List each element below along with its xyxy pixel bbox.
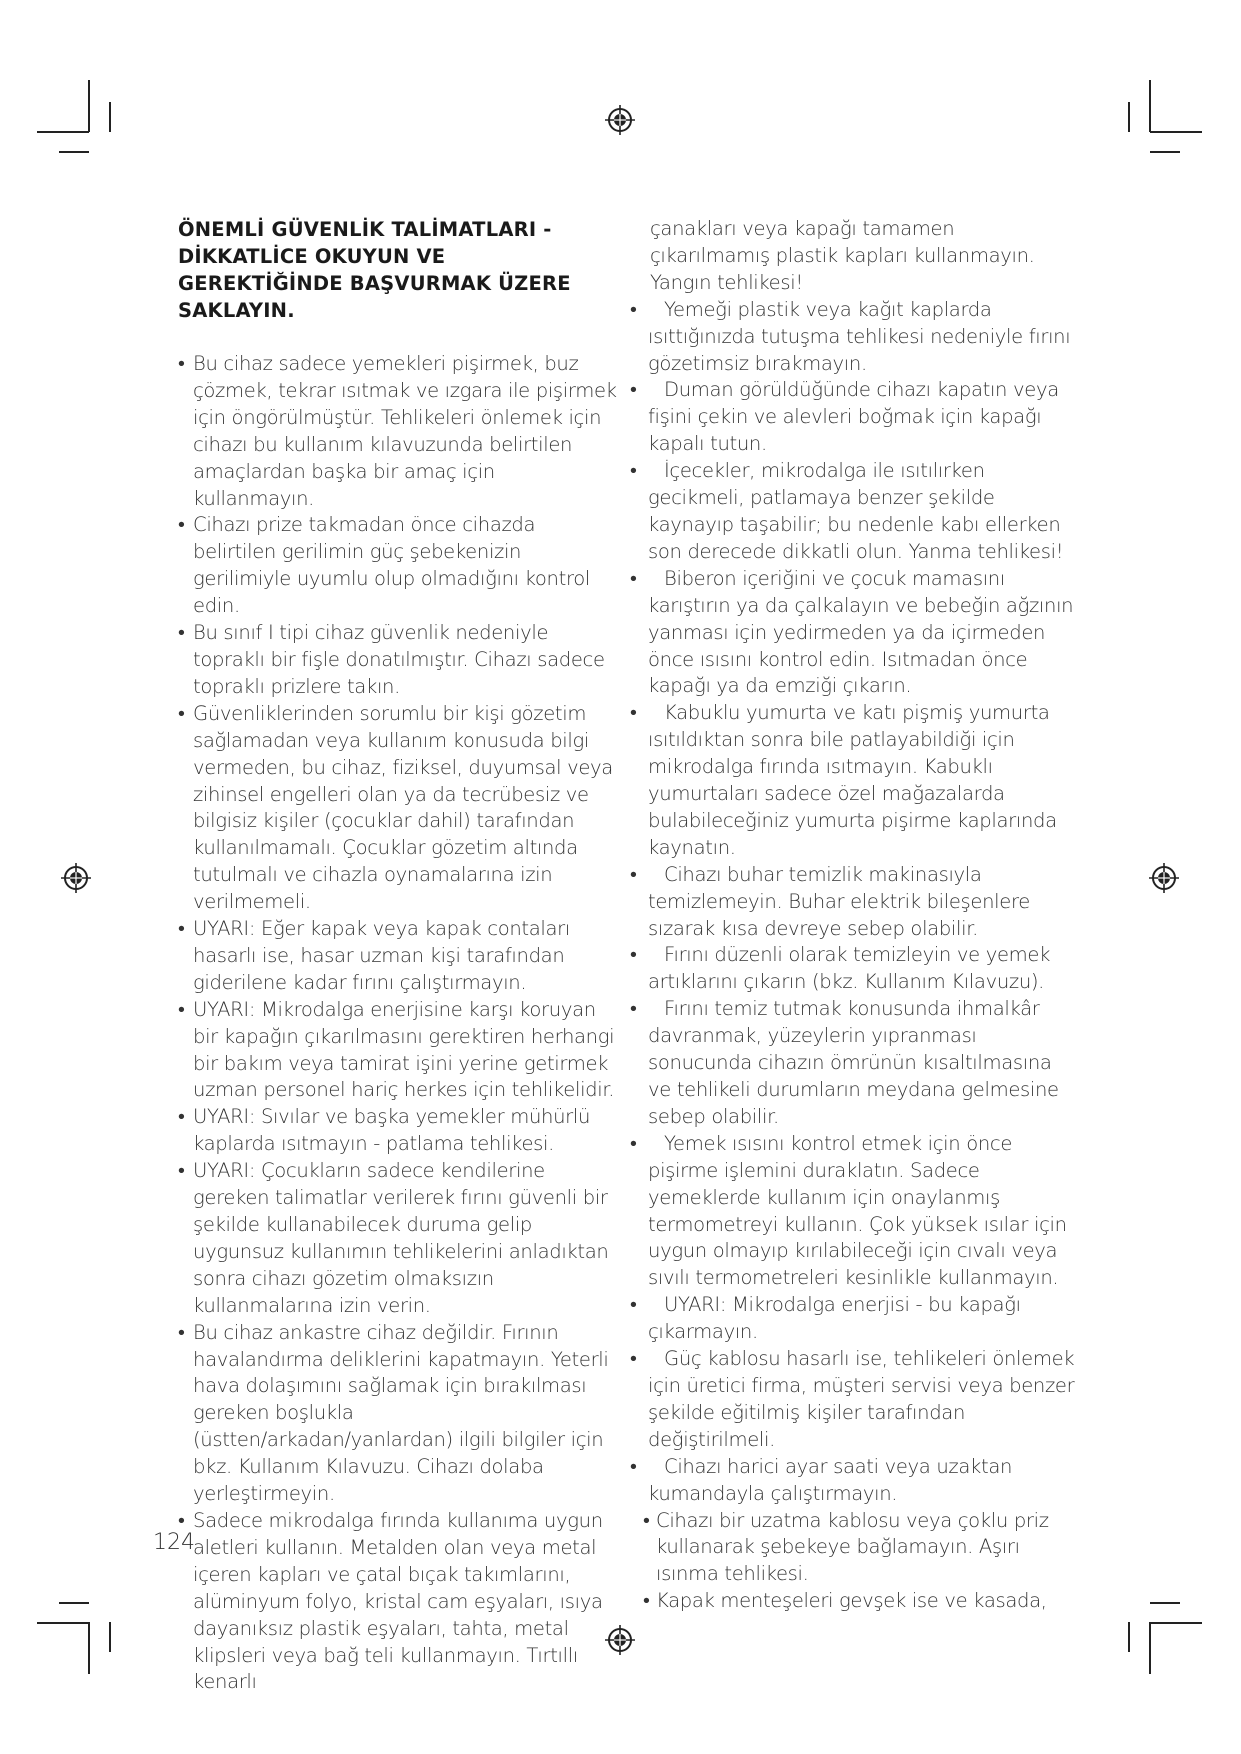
list-item: • Yemeği plastik veya kağıt kaplarda ısıttığınızda tutuşma tehlikesi nedeniyle fırını gözetimsiz bırakmayın. [630, 297, 1071, 375]
list-item: • Yemek ısısını kontrol etmek için önce pişirme işlemini duraklatın. Sadece yemeklerde kullanım için onaylanmış termometreyi kullanın. Çok yüksek ısılar için uygun olmayıp kırılabileceği için cıvalı veya sıvılı termometreleri kesinlikle kullanmayın. [630, 1131, 1067, 1290]
list-item: • UYARI: Sıvılar ve başka yemekler mühürlü kaplarda ısıtmayın - patlama tehlikesi. [178, 1105, 591, 1156]
bullet-icon: • [643, 1508, 650, 1532]
bullet-icon: • [630, 943, 637, 967]
bullet-icon: • [178, 917, 185, 941]
bullet-icon: • [178, 513, 185, 537]
bullet-icon: • [643, 1589, 650, 1613]
bullet-icon: • [630, 378, 637, 402]
bullet-icon: • [630, 997, 637, 1021]
crop-mark [59, 151, 89, 153]
left-column [178, 216, 618, 1696]
left-bullet-list [178, 351, 618, 1696]
list-item: • UYARI: Çocukların sadece kendilerine gereken talimatlar verilerek fırını güvenli bir şekilde kullanabilecek duruma gelip uygunsuz kullanımın tehlikelerini anladıktan sonra cihazı gözetim olmaksızın kullanmalarına izin verin. [178, 1159, 609, 1317]
page-number: 124 [153, 1530, 195, 1555]
list-item: • Güç kablosu hasarlı ise, tehlikeleri önlemek için üretici firma, müşteri servisi veya benzer şekilde eğitilmiş kişiler tarafından değiştirilmeli. [630, 1347, 1075, 1451]
bullet-icon: • [178, 621, 185, 645]
bullet-icon: • [630, 701, 637, 725]
crop-mark [1149, 80, 1151, 132]
bullet-icon: • [178, 1105, 185, 1129]
crop-mark [1150, 131, 1202, 133]
bullet-icon: • [178, 1508, 185, 1532]
list-item: • Güvenliklerinden sorumlu bir kişi gözetim sağlamadan veya kullanım konusuda bilgi vermeden, bu cihaz, fiziksel, duyumsal veya zihinsel engelleri olan ya da tecrübesiz ve bilgisiz kişiler (çocuklar dahil) tarafından kullanılmamalı. Çocuklar gözetim altında tutulmalı ve cihazla oynamalarına izin verilmemeli. [178, 701, 613, 914]
list-item: • Kabuklu yumurta ve katı pişmiş yumurta ısıtıldıktan sonra bile patlayabildiği için mikrodalga fırında ısıtmayın. Kabuklı yumurtaları sadece özel mağazalarda bulabileceğiniz yumurta pişirme kaplarında kaynatın. [630, 701, 1057, 859]
crop-mark [1150, 1602, 1180, 1604]
registration-mark-icon [60, 862, 92, 894]
bullet-icon: • [630, 1131, 637, 1155]
crop-mark [109, 1622, 111, 1652]
crop-mark [37, 131, 89, 133]
crop-mark [88, 1622, 90, 1674]
bullet-icon: • [630, 1293, 637, 1317]
list-item: • Cihazı prize takmadan önce cihazda belirtilen gerilimin güç şebekenizin gerilimiyle uyumlu olup olmadığını kontrol edin. [178, 513, 590, 618]
crop-mark [1149, 1622, 1151, 1674]
bullet-icon: • [630, 566, 637, 590]
list-item: • Sadece mikrodalga fırında kullanıma uygun aletleri kullanın. Metalden olan veya metal içeren kapları ve çatal bıçak takımlarını, alüminyum folyo, kristal cam eşyaları, ısıya dayanıksız plastik eşyaları, tahta, metal klipsleri veya bağ teli kullanmayın. Tırtıllı kenarlı [178, 1508, 603, 1694]
right-column [630, 216, 1078, 1615]
bullet-icon: • [178, 997, 185, 1021]
list-item: • Duman görüldüğünde cihazı kapatın veya fişini çekin ve alevleri boğmak için kapağı kapalı tutun. [630, 378, 1059, 456]
bullet-icon: • [630, 297, 637, 321]
section-heading: ÖNEMLİ GÜVENLİK TALİMATLARI - DİKKATLİCE OKUYUN VE GEREKTİĞİNDE BAŞVURMAK ÜZERE SAKLAYIN. [178, 218, 571, 322]
list-item: • İçecekler, mikrodalga ile ısıtılırken gecikmeli, patlamaya benzer şekilde kaynayıp taşabilir; bu nedenle kabı ellerken son derecede dikkatli olun. Yanma tehlikesi! [630, 459, 1064, 563]
bullet-icon: • [178, 352, 185, 375]
registration-mark-icon [604, 104, 636, 136]
bullet-icon: • [630, 1454, 637, 1478]
list-item: • Bu cihaz sadece yemekleri pişirmek, buz çözmek, tekrar ısıtmak ve ızgara ile pişirmek için öngörülmüştür. Tehlikeleri önlemek için cihazı bu kullanım kılavuzunda belirtilen amaçlardan başka bir amaç için kullanmayın. [178, 352, 617, 510]
bullet-icon: • [178, 1159, 185, 1183]
crop-mark [1128, 102, 1130, 132]
crop-mark [1150, 1622, 1202, 1624]
list-item: • Fırını temiz tutmak konusunda ihmalkâr davranmak, yüzeylerin yıpranması sonucunda cihazın ömrünün kısaltılmasına ve tehlikeli durumların meydana gelmesine sebep olabilir. [630, 997, 1059, 1128]
bullet-icon: • [630, 1347, 637, 1371]
list-item: • Kapak menteşeleri gevşek ise ve kasada, [648, 1588, 1078, 1615]
list-item: • UYARI: Mikrodalga enerjisine karşı koruyan bir kapağın çıkarılmasını gerektiren herhangi bir bakım veya tamirat işini yerine getirmek uzman personel hariç herkes için tehlikelidir. [178, 997, 615, 1102]
list-item: • Cihazı bir uzatma kablosu veya çoklu priz kullanarak şebekeye bağlamayın. Aşırı ısınma tehlikesi. [643, 1508, 1049, 1586]
continued-text: çanakları veya kapağı tamamen çıkarılmamış plastik kapları kullanmayın. Yangın tehlikesi! [650, 217, 1035, 294]
crop-mark [37, 1622, 89, 1624]
crop-mark [109, 102, 111, 132]
bullet-icon: • [630, 459, 637, 483]
list-item: • Biberon içeriğini ve çocuk mamasını karıştırın ya da çalkalayın ve bebeğin ağzının yanması için yedirmeden ya da içirmeden önce ısısını kontrol edin. Isıtmadan önce kapağı ya da emziği çıkarın. [630, 566, 1074, 698]
list-item: • Cihazı harici ayar saati veya uzaktan kumandayla çalıştırmayın. [630, 1454, 1013, 1505]
bullet-icon: • [178, 1320, 185, 1344]
crop-mark [88, 80, 90, 132]
bullet-icon: • [630, 862, 637, 886]
list-item: • Bu sınıf I tipi cihaz güvenlik nedeniyle topraklı bir fişle donatılmıştır. Cihazı sadece topraklı prizlere takın. [178, 621, 605, 698]
crop-mark [1150, 151, 1180, 153]
bullet-icon: • [178, 701, 185, 725]
list-item: • UYARI: Eğer kapak veya kapak contaları hasarlı ise, hasar uzman kişi tarafından giderilene kadar fırını çalıştırmayın. [178, 917, 570, 994]
crop-mark [59, 1602, 89, 1604]
list-item: • Cihazı buhar temizlik makinasıyla temizlemeyin. Buhar elektrik bileşenlere sızarak kısa devreye sebep olabilir. [630, 862, 1030, 940]
list-item: • Fırını düzenli olarak temizleyin ve yemek artıklarını çıkarın (bkz. Kullanım Kılavuzu). [630, 943, 1051, 994]
registration-mark-icon [1148, 862, 1180, 894]
crop-mark [1128, 1622, 1130, 1652]
list-item: • UYARI: Mikrodalga enerjisi - bu kapağı çıkarmayın. [630, 1293, 1021, 1344]
list-item: • Bu cihaz ankastre cihaz değildir. Fırının havalandırma deliklerini kapatmayın. Yeterli hava dolaşımını sağlamak için bırakılması gereken boşlukla (üstten/arkadan/yanlardan) ilgili bilgiler için bkz. Kullanım Kılavuzu. Cihazı dolaba yerleştirmeyin. [178, 1320, 609, 1506]
